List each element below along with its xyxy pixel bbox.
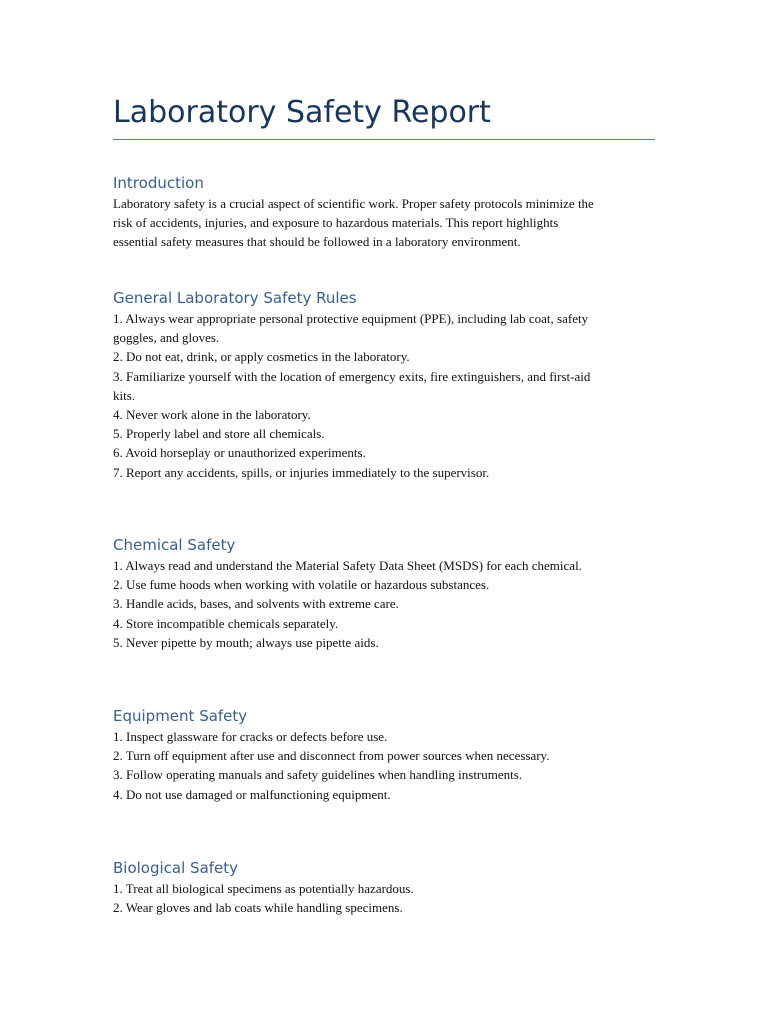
section-biological-safety [113,857,658,917]
section-chemical-safety [113,534,658,652]
section-body [113,309,658,482]
list-item: 3. Handle acids, bases, and solvents with extreme care. [113,596,399,612]
section-heading: General Laboratory Safety Rules [113,289,357,307]
document-title: Laboratory Safety Report [113,95,491,130]
list-item: 6. Avoid horseplay or unauthorized experiments. [113,445,366,461]
section-general-rules [113,287,658,482]
list-item: 1. Always read and understand the Material Safety Data Sheet (MSDS) for each chemical. [113,558,582,573]
list-item: 2. Turn off equipment after use and disconnect from power sources when necessary. [113,748,550,764]
list-item: 7. Report any accidents, spills, or injuries immediately to the supervisor. [113,464,490,480]
list-item: 2. Wear gloves and lab coats while handling specimens. [113,900,403,916]
paragraph-line: Laboratory safety is a crucial aspect of scientific work. Proper safety protocols minimize the [113,196,594,211]
paragraph-line: risk of accidents, injuries, and exposure to hazardous materials. This report highlights [113,215,559,231]
title-divider [113,139,655,140]
list-item-continuation: kits. [113,387,136,403]
list-item: 5. Never pipette by mouth; always use pipette aids. [113,634,379,650]
section-heading: Biological Safety [113,859,239,877]
list-item-continuation: goggles, and gloves. [113,330,220,346]
section-heading: Equipment Safety [113,707,248,725]
section-heading: Chemical Safety [113,536,236,554]
list-item: 1. Treat all biological specimens as potentially hazardous. [113,881,414,896]
list-item: 1. Inspect glassware for cracks or defects before use. [113,729,388,744]
section-introduction [113,172,658,252]
section-body [113,194,658,252]
list-item: 3. Follow operating manuals and safety guidelines when handling instruments. [113,767,523,783]
section-body [113,879,658,917]
section-body [113,556,658,652]
section-equipment-safety [113,705,658,804]
list-item: 5. Properly label and store all chemicals. [113,426,325,442]
paragraph-line: essential safety measures that should be followed in a laboratory environment. [113,234,521,250]
list-item: 2. Do not eat, drink, or apply cosmetics in the laboratory. [113,349,410,365]
list-item: 4. Never work alone in the laboratory. [113,407,311,423]
list-item: 1. Always wear appropriate personal protective equipment (PPE), including lab coat, safety [113,311,589,326]
list-item: 2. Use fume hoods when working with volatile or hazardous substances. [113,577,490,593]
section-body [113,727,658,804]
list-item: 3. Familiarize yourself with the location of emergency exits, fire extinguishers, and first-aid [113,368,591,384]
list-item: 4. Do not use damaged or malfunctioning equipment. [113,786,391,802]
section-heading: Introduction [113,174,204,192]
list-item: 4. Store incompatible chemicals separately. [113,615,339,631]
